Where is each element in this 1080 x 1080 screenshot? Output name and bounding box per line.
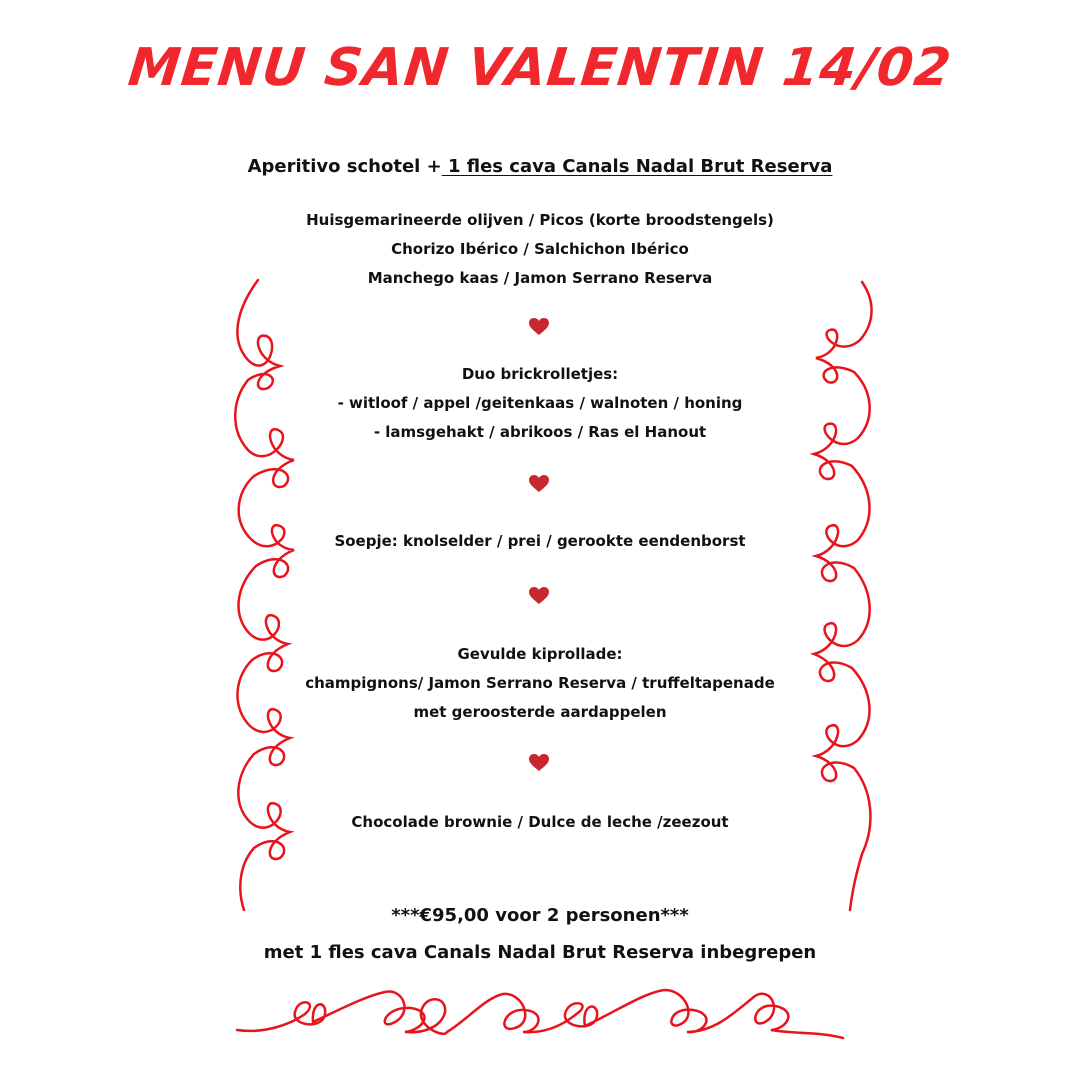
heart-divider-icon: [529, 318, 549, 336]
course-1-line-3: Manchego kaas / Jamon Serrano Reserva: [367, 269, 713, 287]
course-2-line-1: Duo brickrolletjes:: [461, 365, 619, 383]
course-3-line-1: Soepje: knolselder / prei / gerookte eendenborst: [334, 532, 746, 550]
left-heart-garland-icon: [228, 270, 308, 920]
heart-divider-icon: [529, 754, 549, 772]
course-2-line-3: - lamsgehakt / abrikoos / Ras el Hanout: [373, 423, 707, 441]
course-2-line-2: - witloof / appel /geitenkaas / walnoten / honing: [337, 394, 743, 412]
course-5-line-1: Chocolade brownie / Dulce de leche /zeezout: [351, 813, 729, 831]
course-4-line-2: champignons/ Jamon Serrano Reserva / truffeltapenade: [305, 674, 775, 692]
heart-divider-icon: [529, 587, 549, 605]
included-line: met 1 fles cava Canals Nadal Brut Reserva inbegrepen: [263, 942, 817, 963]
course-4-line-1: Gevulde kiprollade:: [457, 645, 623, 663]
menu-title: MENU SAN VALENTIN 14/02: [125, 38, 955, 98]
right-heart-garland-icon: [800, 278, 880, 918]
course-1-line-1: Huisgemarineerde olijven / Picos (korte broodstengels): [306, 211, 774, 229]
heart-divider-icon: [529, 475, 549, 493]
course-4-line-3: met geroosterde aardappelen: [413, 703, 667, 721]
aperitivo-line: [0, 156, 1080, 177]
course-1-line-2: Chorizo Ibérico / Salchichon Ibérico: [391, 240, 689, 258]
price-line: ***€95,00 voor 2 personen***: [391, 905, 689, 926]
aperitivo-label: Aperitivo schotel +: [247, 156, 442, 177]
aperitivo-wine: 1 fles cava Canals Nadal Brut Reserva: [441, 156, 833, 177]
bottom-heart-garland-icon: [235, 982, 845, 1062]
